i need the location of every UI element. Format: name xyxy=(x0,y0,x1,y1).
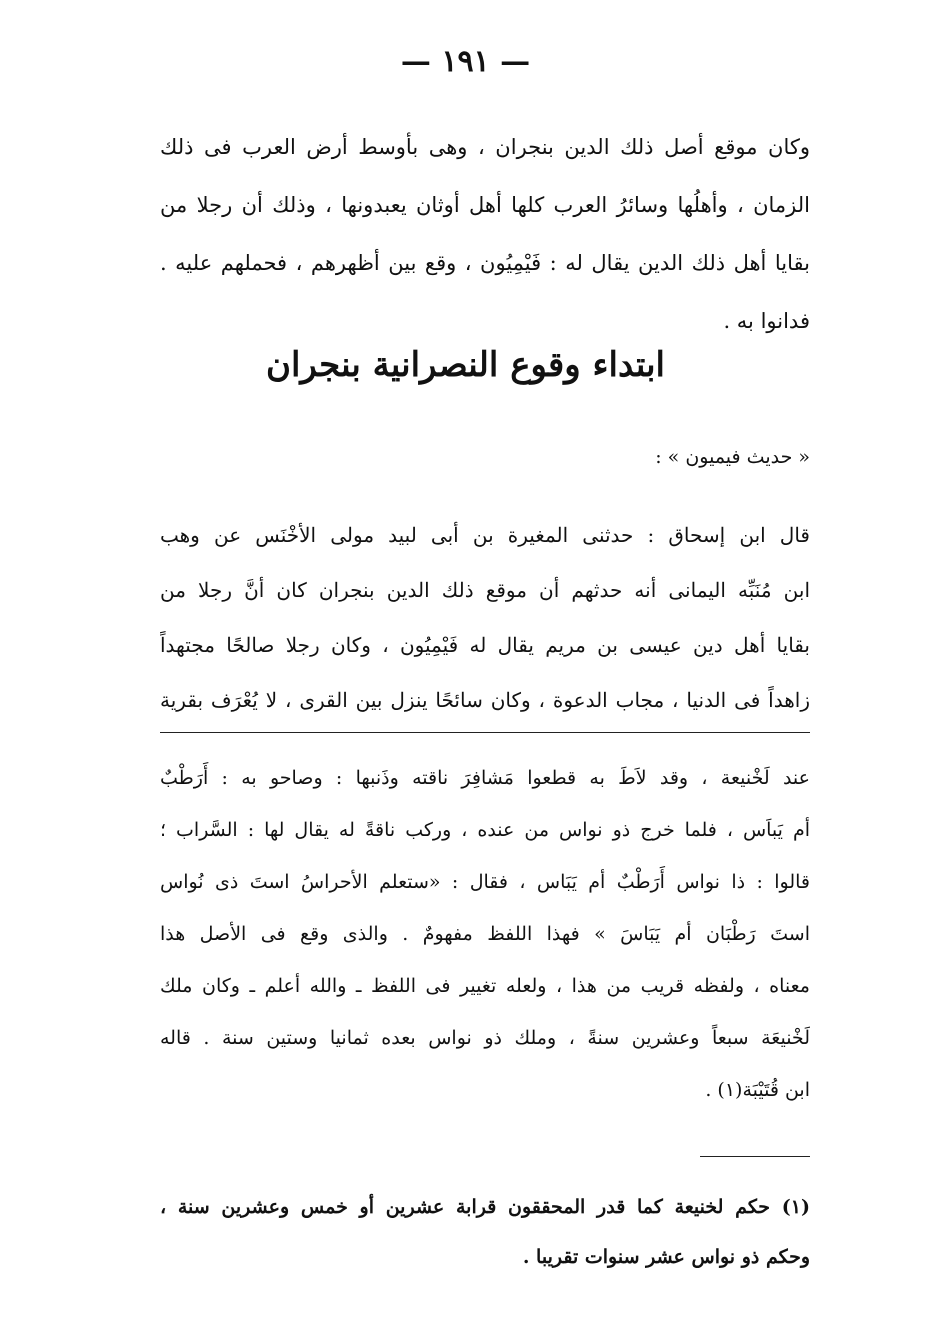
subheading: « حديث فيميون » : xyxy=(655,446,810,468)
section-title: ابتداء وقوع النصرانية بنجران xyxy=(265,345,666,385)
text-line: وكان موقع أصل ذلك الدين بنجران ، وهى بأوسط أرض العرب فى ذلك xyxy=(160,135,810,159)
text-line: استَ رَطْبَان أم يَبَاسَ » فهذا اللفظ مفهومٌ . والذى وقع فى الأصل هذا xyxy=(160,923,810,945)
text-line: ابن مُنَبِّه اليمانى أنه حدثهم أن موقع ذلك الدين بنجران كان أنَّ رجلا من xyxy=(160,578,810,602)
intro-paragraph xyxy=(160,118,810,350)
text-line: زاهداً فى الدنيا ، مجاب الدعوة ، وكان سائحًا ينزل بين القرى ، لا يُعْرَف بقرية xyxy=(160,688,810,712)
text-line: قال ابن إسحاق : حدثنى المغيرة بن أبى لبيد مولى الأخْنَس عن وهب xyxy=(160,523,810,547)
text-line: أم يَباَس ، فلما خرج ذو نواس من عنده ، وركب ناقةً له يقال لها : السَّراب ؛ xyxy=(160,819,810,841)
footnote-rule xyxy=(700,1156,810,1157)
text-line: فدانوا به . xyxy=(723,309,810,333)
body-paragraph xyxy=(160,508,810,728)
text-line: ابن قُتَيْبَة(١) . xyxy=(705,1079,810,1101)
text-line: بقايا أهل ذلك الدين يقال له : فَيْمِيُون ، وقع بين أظهرهم ، فحملهم عليه . xyxy=(160,251,810,275)
text-line: قالوا : ذا نواس أَرَطْبٌ أم يَبَاس ، فقال : «ستعلم الأحراسُ استَ ذى نُواس xyxy=(160,871,810,893)
separator-rule xyxy=(160,732,810,733)
notes-paragraph xyxy=(160,752,810,1116)
page-number: — ١٩١ — xyxy=(400,44,531,79)
text-line: وحكم ذو نواس عشر سنوات تقريبا . xyxy=(522,1246,810,1268)
footnote xyxy=(160,1182,810,1282)
text-line: لَخْنيعَة سبعاً وعشرين سنةً ، وملك ذو نواس بعده ثمانيا وستين سنة . قاله xyxy=(160,1027,810,1049)
text-line: (١) حكم لخنيعة كما قدر المحققون قرابة عشرين أو خمس وعشرين سنة ، xyxy=(160,1196,810,1218)
text-line: معناه ، ولفظه قريب من هذا ، ولعله تغيير فى اللفظ ـ والله أعلم ـ وكان ملك xyxy=(160,975,810,997)
text-line: الزمان ، وأهلُها وسائرُ العرب كلها أهل أوثان يعبدونها ، وذلك أن رجلا من xyxy=(160,193,810,217)
text-line: بقايا أهل دين عيسى بن مريم يقال له فَيْمِيُون ، وكان رجلا صالحًا مجتهداً xyxy=(160,633,810,657)
text-line: عند لَخْنيعة ، وقد لاَطَ به قطعوا مَشافِرَ ناقته وذَنبها : وصاحو به : أَرَطْبٌ xyxy=(160,767,810,789)
